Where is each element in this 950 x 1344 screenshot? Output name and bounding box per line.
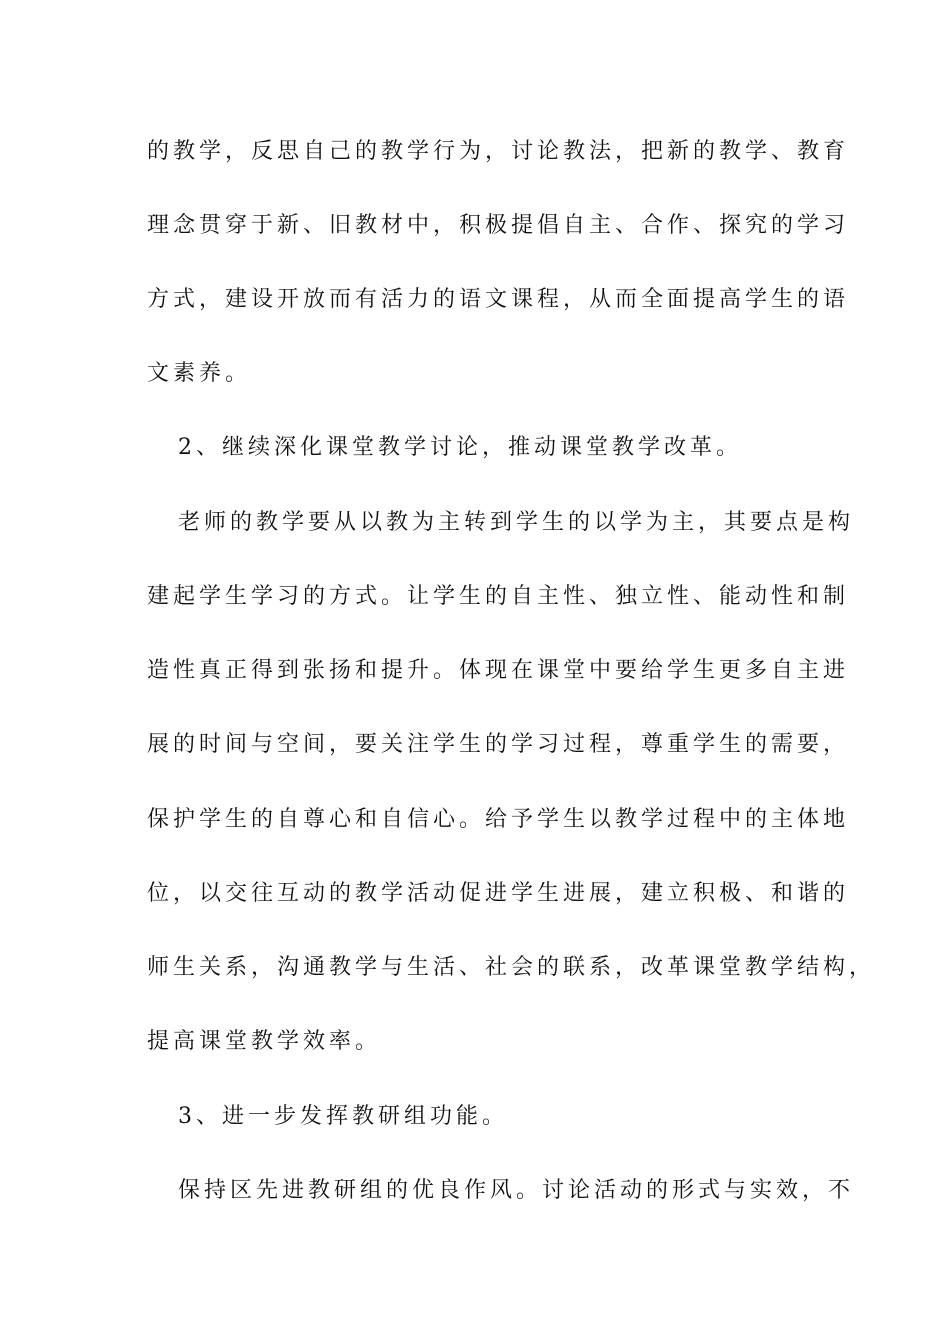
paragraph-line: 师生关系，沟通教学与生活、社会的联系，改革课堂教学结构，: [147, 955, 876, 980]
paragraph-line: 老师的教学要从以教为主转到学生的以学为主，其要点是构: [178, 510, 855, 535]
section-heading: 3、进一步发挥教研组功能。: [178, 1104, 508, 1129]
paragraph-line: 展的时间与空间，要关注学生的学习过程，尊重学生的需要，: [147, 732, 850, 757]
paragraph-line: 保持区先进教研组的优良作风。讨论活动的形式与实效，不: [178, 1178, 855, 1203]
paragraph-line: 位，以交往互动的教学活动促进学生进展，建立积极、和谐的: [147, 881, 850, 906]
paragraph-line: 建起学生学习的方式。让学生的自主性、独立性、能动性和制: [147, 584, 850, 609]
paragraph-line: 保护学生的自尊心和自信心。给予学生以教学过程中的主体地: [147, 807, 850, 832]
section-heading: 2、继续深化课堂教学讨论，推动课堂教学改革。: [178, 435, 742, 460]
paragraph-line: 提高课堂教学效率。: [147, 1029, 382, 1054]
paragraph-line: 造性真正得到张扬和提升。体现在课堂中要给学生更多自主进: [147, 658, 850, 683]
paragraph-line: 方式，建设开放而有活力的语文课程，从而全面提高学生的语: [147, 287, 850, 312]
paragraph-line: 的教学，反思自己的教学行为，讨论教法，把新的教学、教育: [147, 139, 850, 164]
paragraph-line: 文素养。: [147, 361, 252, 386]
paragraph-line: 理念贯穿于新、旧教材中，积极提倡自主、合作、探究的学习: [147, 213, 850, 238]
